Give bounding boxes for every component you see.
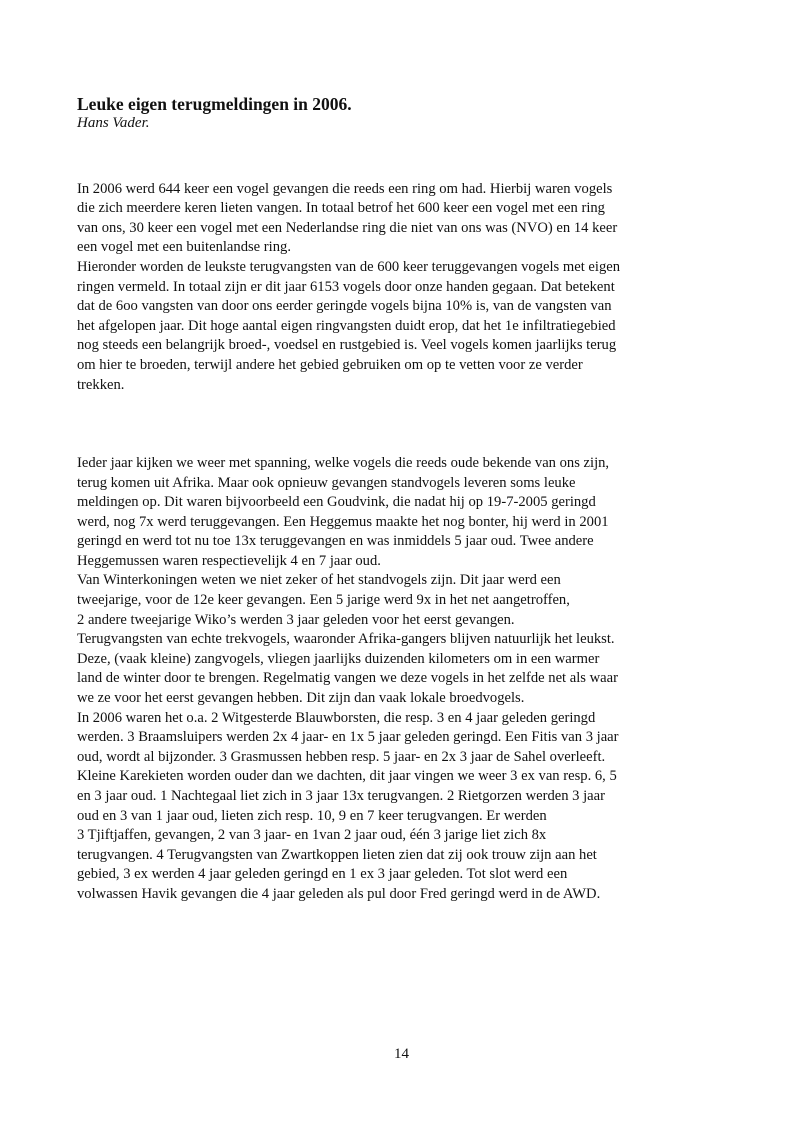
paragraph-recaptures: Ieder jaar kijken we weer met spanning, welke vogels die reeds oude bekende van ons zijn, terug komen uit Afrika. Maar ook opnieuw gevangen standvogels leveren soms leuke meldingen op. Dit waren bijvoorbeeld een Goudvink, die nadat hij op 19-7-2005 geringd werd, nog 7x werd teruggevangen. Een Heggemus maakte het nog bonter, hij werd in 2001 geringd en werd tot nu toe 13x teruggevangen en was inmiddels 5 jaar oud. Twee andere Heggemussen waren respectievelijk 4 en 7 jaar oud. Van Winterkoningen weten we niet zeker of het standvogels zijn. Dit jaar werd een tweejarige, voor de 12e keer gevangen. Een 5 jarige werd 9x in het net aangetroffen, 2 andere tweejarige Wiko’s werden 3 jaar geleden voor het eerst gevangen. Terugvangsten van echte trekvogels, waaronder Afrika-gangers blijven natuurlijk het leukst. Deze, (vaak kleine) zangvogels, vliegen jaarlijks duizenden kilometers om in een warmer land de winter door te brengen. Regelmatig vangen we deze vogels in het zelfde net als waar we ze voor het eerst gevangen hebben. Dit zijn dan vaak lokale broedvogels. In 2006 waren het o.a. 2 Witgesterde Blauwborsten, die resp. 3 en 4 jaar geleden geringd werden. 3 Braamsluipers werden 2x 4 jaar- en 1x 5 jaar geleden geringd. Een Fitis van 3 jaar oud, wordt al bijzonder. 3 Grasmussen hebben resp. 5 jaar- en 2x 3 jaar de Sahel overleeft. Kleine Karekieten worden ouder dan we dachten, dit jaar vingen we weer 3 ex van resp. 6, 5 en 3 jaar oud. 1 Nachtegaal liet zich in 3 jaar 13x terugvangen. 2 Rietgorzen werden 3 jaar oud en 3 van 1 jaar oud, lieten zich resp. 10, 9 en 7 keer terugvangen. Er werden 3 Tjiftjaffen, gevangen, 2 van 3 jaar- en 1van 2 jaar oud, één 3 jarige liet zich 8x terugvangen. 4 Terugvangsten van Zwartkoppen lieten zien dat zij ook trouw zijn aan het gebied, 3 ex werden 4 jaar geleden geringd en 1 ex 3 jaar geleden. Tot slot werd een volwassen Havik gevangen die 4 jaar geleden als pul door Fred geringd werd in de AWD. [77, 454, 619, 902]
article-author: Hans Vader. [77, 115, 150, 131]
article [77, 94, 692, 924]
paragraph-intro: In 2006 werd 644 keer een vogel gevangen die reeds een ring om had. Hierbij waren vogels die zich meerdere keren lieten vangen. In totaal betrof het 600 keer een vogel met een ring van ons, 30 keer een vogel met een Nederlandse ring die niet van ons was (NVO) en 14 keer een vogel met een buitenlandse ring. Hieronder worden de leukste terugvangsten van de 600 keer teruggevangen vogels met eigen ringen vermeld. In totaal zijn er dit jaar 6153 vogels door onze handen gegaan. Dat betekent dat de 6oo vangsten van door ons eerder geringde vogels bijna 10% is, van de vangsten van het afgelopen jaar. Dit hoge aantal eigen ringvangsten duidt erop, dat het 1e infiltratiegebied nog steeds een belangrijk broed-, voedsel en rustgebied is. Veel vogels komen jaarlijks terug om hier te broeden, terwijl andere het gebied gebruiken om op te vetten voor ze verder trekken. [77, 180, 621, 393]
page-number: 14 [394, 1046, 409, 1062]
article-title: Leuke eigen terugmeldingen in 2006. [77, 94, 352, 114]
article-body [77, 160, 692, 924]
paragraph-spacer [77, 415, 692, 435]
